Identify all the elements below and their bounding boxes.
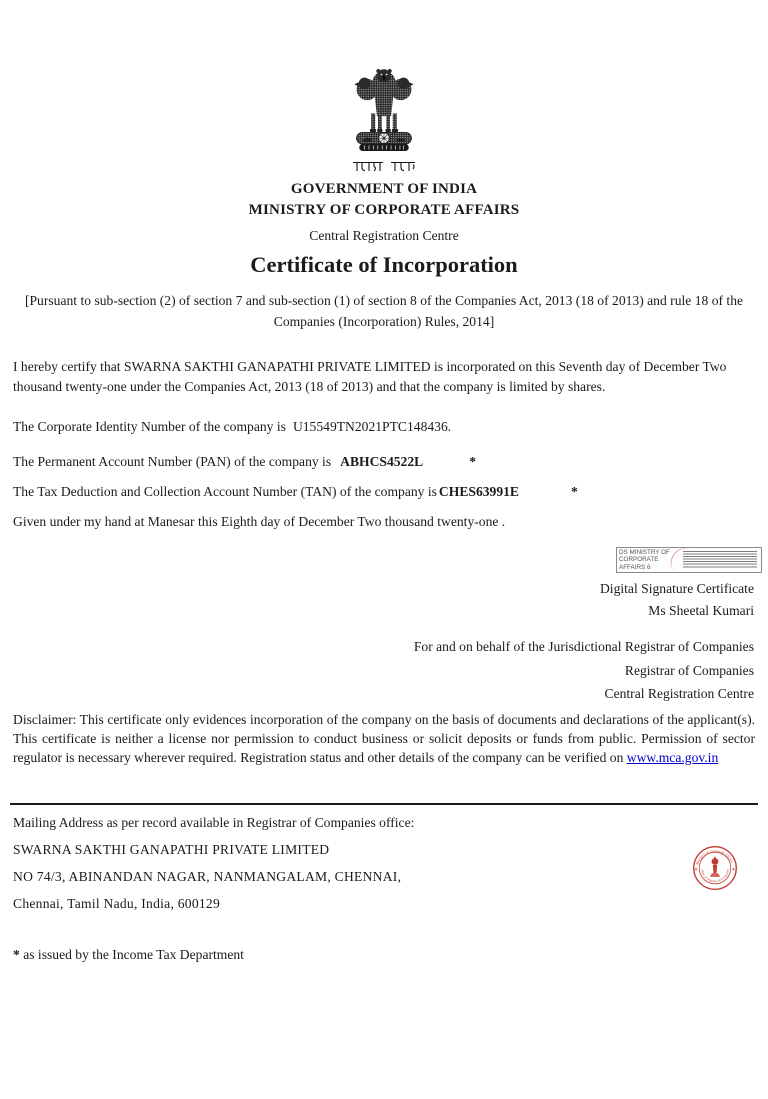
mca-website-link[interactable]: www.mca.gov.in [626, 749, 719, 765]
roc-red-seal [692, 845, 738, 891]
cin-line [13, 419, 755, 435]
central-registration-centre-line: Central Registration Centre [604, 686, 754, 701]
disclaimer-text: Disclaimer: This certificate only evidences incorporation of the company on the basis of documents and declarations of the applicant(s). This certificate is neither a license nor permission to conduct business or solicit deposits or funds from public. Permission of sector regulator is necessary wherever required. Registration status and other details of the company can be verified on [13, 712, 755, 765]
satyameva-jayate-text [351, 160, 417, 173]
mailing-address-line2: Chennai, Tamil Nadu, India, 600129 [13, 896, 221, 911]
mailing-company-name: SWARNA SAKTHI GANAPATHI PRIVATE LIMITED [13, 842, 330, 857]
pan-footnote-marker: * [469, 454, 477, 469]
roc-seal-icon [692, 845, 738, 891]
tan-value: CHES63991E [438, 484, 519, 499]
emblem-of-india [344, 63, 424, 173]
cin-value: U15549TN2021PTC148436. [292, 419, 452, 434]
tan-footnote-marker: * [571, 484, 578, 499]
registrar-of-companies-line: Registrar of Companies [624, 663, 754, 678]
pan-value: ABHCS4522L [340, 454, 424, 469]
tan-line [13, 484, 755, 500]
government-of-india-heading: GOVERNMENT OF INDIA [290, 181, 478, 197]
ds-signer-line2: CORPORATE AFFAIRS 6 [619, 556, 659, 571]
signature-fine-print [683, 551, 757, 569]
tan-label: The Tax Deduction and Collection Account Number (TAN) of the company is [13, 484, 437, 499]
section-divider [10, 803, 758, 805]
given-under-line: Given under my hand at Manesar this Eighth day of December Two thousand twenty-one . [13, 514, 506, 529]
footnote-marker: * [13, 947, 20, 962]
seal-arc-bottom-text: Office of Registrar of Companies [699, 868, 730, 884]
seal-pillar-emblem [710, 856, 720, 877]
central-registration-centre-heading: Central Registration Centre [309, 228, 459, 243]
signatory-name: Ms Sheetal Kumari [648, 603, 754, 618]
mailing-address-line1: NO 74/3, ABINANDAN NAGAR, NANMANGALAM, CHENNAI, [13, 869, 402, 884]
cin-label: The Corporate Identity Number of the company is [13, 419, 286, 434]
seal-arc-top-text: Ministry of Corporate Affairs [695, 848, 734, 866]
pursuant-clause: [Pursuant to sub-section (2) of section 7 and sub-section (1) of section 8 of the Companies Act, 2013 (18 of 2013) and rule 18 of the Companies (Incorporation) Rules, 2014] [24, 293, 744, 329]
footnote-text: as issued by the Income Tax Department [19, 947, 244, 962]
pan-line [13, 454, 755, 470]
certify-paragraph: I hereby certify that SWARNA SAKTHI GANAPATHI PRIVATE LIMITED is incorporated on this Seventh day of December Two thousand twenty-one under the Companies Act, 2013 (18 of 2013) and that the company is limited by shares. [13, 359, 727, 394]
on-behalf-line: For and on behalf of the Jurisdictional Registrar of Companies [413, 639, 754, 654]
ministry-heading: MINISTRY OF CORPORATE AFFAIRS [248, 202, 520, 218]
digital-signature-certificate-label: Digital Signature Certificate [599, 581, 754, 596]
income-tax-footnote [13, 947, 244, 963]
seal-star-right: ★ [731, 866, 736, 872]
pan-label: The Permanent Account Number (PAN) of the company is [13, 454, 332, 469]
seal-star-left: ★ [694, 866, 698, 872]
mailing-address-heading: Mailing Address as per record available in Registrar of Companies office: [13, 815, 415, 830]
digital-signature-box [616, 547, 762, 573]
disclaimer-paragraph [13, 711, 755, 767]
ds-signer-line1: DS MINISTRY OF [619, 548, 670, 556]
ashoka-lion-capital-icon [344, 63, 424, 155]
certificate-title: Certificate of Incorporation [250, 252, 518, 277]
